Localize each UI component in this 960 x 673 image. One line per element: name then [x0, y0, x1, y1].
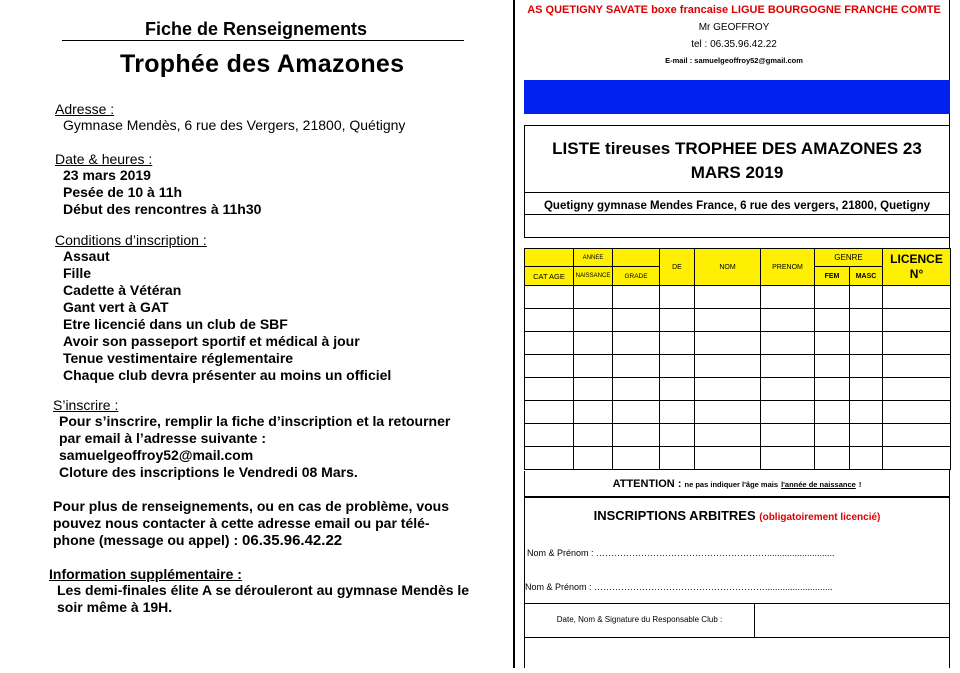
conditions-heading: Conditions d’inscription :: [55, 232, 207, 248]
header-prenom: PRENOM: [761, 249, 815, 286]
cell[interactable]: [850, 355, 883, 378]
adresse-heading: Adresse :: [55, 101, 115, 117]
info-heading: Information supplémentaire :: [49, 566, 242, 582]
date-line: Pesée de 10 à 11h: [63, 184, 183, 200]
cell[interactable]: [883, 447, 951, 470]
form-left-border: [513, 0, 515, 668]
cell[interactable]: [613, 424, 660, 447]
condition-item: Etre licencié dans un club de SBF: [63, 316, 288, 332]
cell[interactable]: [695, 286, 761, 309]
cell[interactable]: [660, 424, 695, 447]
cell[interactable]: [525, 309, 574, 332]
inscrire-line: par email à l’adresse suivante :: [59, 430, 266, 446]
contact-tel: tel : 06.35.96.42.22: [691, 39, 777, 50]
list-title: [525, 137, 949, 185]
signature-area[interactable]: [524, 638, 950, 668]
venue: Quetigny gymnase Mendes France, 6 rue des vergers, 21800, Quetigny: [543, 200, 931, 212]
list-title-box: [524, 125, 950, 215]
cell[interactable]: [761, 286, 815, 309]
title-divider: [62, 40, 464, 41]
table-row[interactable]: [525, 332, 951, 355]
table-header-row-1: [525, 249, 951, 267]
cell[interactable]: [850, 309, 883, 332]
cell[interactable]: [761, 401, 815, 424]
cell[interactable]: [883, 378, 951, 401]
inscrire-heading: S’inscrire :: [53, 397, 119, 413]
info-line: Les demi-finales élite A se dérouleront au gymnase Mendès le: [57, 582, 470, 598]
table-row[interactable]: [525, 447, 951, 470]
header-blank: [525, 249, 574, 267]
blank-row: [524, 214, 950, 238]
contact-name: Mr GEOFFROY: [698, 22, 770, 33]
cell[interactable]: [850, 378, 883, 401]
cell[interactable]: [574, 309, 613, 332]
inscrire-line: Cloture des inscriptions le Vendredi 08 Mars.: [59, 464, 358, 480]
cell[interactable]: [695, 424, 761, 447]
header-cat-age: CAT AGE: [525, 267, 574, 286]
condition-item: Assaut: [63, 248, 110, 264]
cell[interactable]: [660, 378, 695, 401]
cell[interactable]: [525, 378, 574, 401]
header-licence-no: N°: [909, 267, 924, 281]
cell[interactable]: [574, 401, 613, 424]
header-genre: GENRE: [815, 249, 883, 267]
cell[interactable]: [883, 355, 951, 378]
cell[interactable]: [660, 401, 695, 424]
contact-email: E-mail : samuelgeoffroy52@gmail.com: [665, 56, 803, 65]
phone-number[interactable]: 06.35.96.42.22: [242, 532, 343, 549]
cell[interactable]: [761, 332, 815, 355]
table-row[interactable]: [525, 309, 951, 332]
registration-table: [524, 248, 951, 470]
cell[interactable]: [695, 401, 761, 424]
cell[interactable]: [850, 424, 883, 447]
list-title-line-2: MARS 2019: [690, 163, 784, 182]
cell[interactable]: [660, 447, 695, 470]
adresse-section: [55, 101, 405, 134]
condition-item: Gant vert à GAT: [63, 299, 169, 315]
cell[interactable]: [574, 447, 613, 470]
signature-field[interactable]: Date, Nom & Signature du Responsable Club :: [525, 604, 755, 637]
inscrire-section: [53, 397, 450, 481]
table-row[interactable]: [525, 378, 951, 401]
cell[interactable]: [613, 286, 660, 309]
list-title-divider: [525, 192, 949, 193]
table-row[interactable]: [525, 355, 951, 378]
cell[interactable]: [525, 355, 574, 378]
cell[interactable]: [695, 309, 761, 332]
cell[interactable]: [850, 332, 883, 355]
cell[interactable]: [660, 286, 695, 309]
conditions-section: [55, 232, 391, 384]
cell[interactable]: [574, 424, 613, 447]
cell[interactable]: [613, 332, 660, 355]
cell[interactable]: [815, 401, 850, 424]
cell[interactable]: [525, 401, 574, 424]
table-row[interactable]: [525, 424, 951, 447]
header-nom: NOM: [695, 249, 761, 286]
attention-label: ATTENTION :: [612, 478, 682, 490]
cell[interactable]: [695, 447, 761, 470]
cell[interactable]: [613, 355, 660, 378]
cell[interactable]: [883, 424, 951, 447]
cell[interactable]: [574, 286, 613, 309]
arbitre-name-field-1[interactable]: Nom & Prénom : …………………………………………………...........................: [527, 548, 835, 558]
blue-banner: [524, 80, 950, 114]
info-section: [49, 566, 469, 616]
cell[interactable]: [850, 286, 883, 309]
cell[interactable]: [525, 286, 574, 309]
cell[interactable]: [660, 309, 695, 332]
arbitres-title: INSCRIPTIONS ARBITRES: [593, 508, 756, 523]
cell[interactable]: [525, 447, 574, 470]
cell[interactable]: [695, 332, 761, 355]
attention-end: !: [858, 480, 862, 489]
cell[interactable]: [525, 424, 574, 447]
cell[interactable]: [613, 309, 660, 332]
condition-item: Fille: [63, 265, 92, 281]
info-line: soir même à 19H.: [57, 599, 173, 615]
date-section: [55, 151, 261, 218]
header-fem: FEM: [815, 267, 850, 286]
adresse-line: Gymnase Mendès, 6 rue des Vergers, 21800, Quétigny: [63, 117, 406, 133]
arbitres-title-line: [525, 508, 949, 523]
cell[interactable]: [850, 401, 883, 424]
cell[interactable]: [613, 447, 660, 470]
cell[interactable]: [815, 447, 850, 470]
date-line: Début des rencontres à 11h30: [63, 201, 262, 217]
renseignements-line: pouvez nous contacter à cette adresse email ou par télé-: [53, 515, 430, 531]
cell[interactable]: [613, 378, 660, 401]
cell[interactable]: [660, 332, 695, 355]
cell[interactable]: [883, 401, 951, 424]
cell[interactable]: [761, 355, 815, 378]
inscrire-email[interactable]: samuelgeoffroy52@mail.com: [59, 447, 254, 463]
cell[interactable]: [815, 286, 850, 309]
header-licence-label: LICENCE: [890, 252, 943, 266]
header-blank: [613, 249, 660, 267]
cell[interactable]: [761, 309, 815, 332]
cell[interactable]: [574, 378, 613, 401]
condition-item: Avoir son passeport sportif et médical à jour: [63, 333, 360, 349]
header-masc: MASC: [850, 267, 883, 286]
cell[interactable]: [761, 424, 815, 447]
condition-item: Tenue vestimentaire réglementaire: [63, 350, 294, 366]
list-title-line-1: LISTE tireuses TROPHEE DES AMAZONES 23: [552, 139, 922, 158]
header-licence: [883, 249, 951, 286]
cell[interactable]: [883, 286, 951, 309]
cell[interactable]: [883, 332, 951, 355]
cell[interactable]: [613, 401, 660, 424]
cell[interactable]: [574, 332, 613, 355]
date-heading: Date & heures :: [55, 151, 153, 167]
attention-text: ne pas indiquer l'âge mais: [684, 480, 778, 489]
renseignements-line: Pour plus de renseignements, ou en cas de problème, vous: [53, 498, 449, 514]
cell[interactable]: [815, 309, 850, 332]
cell[interactable]: [815, 355, 850, 378]
cell[interactable]: [815, 332, 850, 355]
signature-box: [524, 604, 950, 638]
condition-item: Chaque club devra présenter au moins un officiel: [63, 367, 392, 383]
trophy-title: Trophée des Amazones: [120, 50, 405, 78]
header-annee: ANNEE: [574, 249, 613, 267]
arbitre-name-field-2[interactable]: Nom & Prénom : …………………………………………………...........................: [525, 582, 833, 592]
cell[interactable]: [815, 378, 850, 401]
table-row[interactable]: [525, 401, 951, 424]
header-grade: GRADE: [613, 267, 660, 286]
arbitres-section: [524, 497, 950, 604]
cell[interactable]: [695, 355, 761, 378]
header-naissance: NAISSANCE: [574, 267, 613, 286]
condition-item: Cadette à Vétéran: [63, 282, 182, 298]
cell[interactable]: [574, 355, 613, 378]
cell[interactable]: [525, 332, 574, 355]
cell[interactable]: [850, 447, 883, 470]
cell[interactable]: [815, 424, 850, 447]
inscrire-line: Pour s’inscrire, remplir la fiche d’inscription et la retourner: [59, 413, 451, 429]
attention-underlined: l'année de naissance: [781, 480, 856, 489]
club-header: AS QUETIGNY SAVATE boxe francaise LIGUE BOURGOGNE FRANCHE COMTE: [527, 4, 941, 16]
header-de: DE: [660, 249, 695, 286]
attention-note: [524, 471, 950, 497]
date-line: 23 mars 2019: [63, 167, 151, 183]
renseignements-phone-line: [53, 532, 449, 549]
cell[interactable]: [761, 378, 815, 401]
cell[interactable]: [761, 447, 815, 470]
cell[interactable]: [883, 309, 951, 332]
cell[interactable]: [660, 355, 695, 378]
fiche-title: Fiche de Renseignements: [145, 19, 368, 39]
renseignements-line: phone (message ou appel) :: [53, 532, 239, 548]
cell[interactable]: [695, 378, 761, 401]
table-row[interactable]: [525, 286, 951, 309]
arbitres-note: (obligatoirement licencié): [759, 512, 881, 523]
renseignements-section: [53, 498, 449, 549]
